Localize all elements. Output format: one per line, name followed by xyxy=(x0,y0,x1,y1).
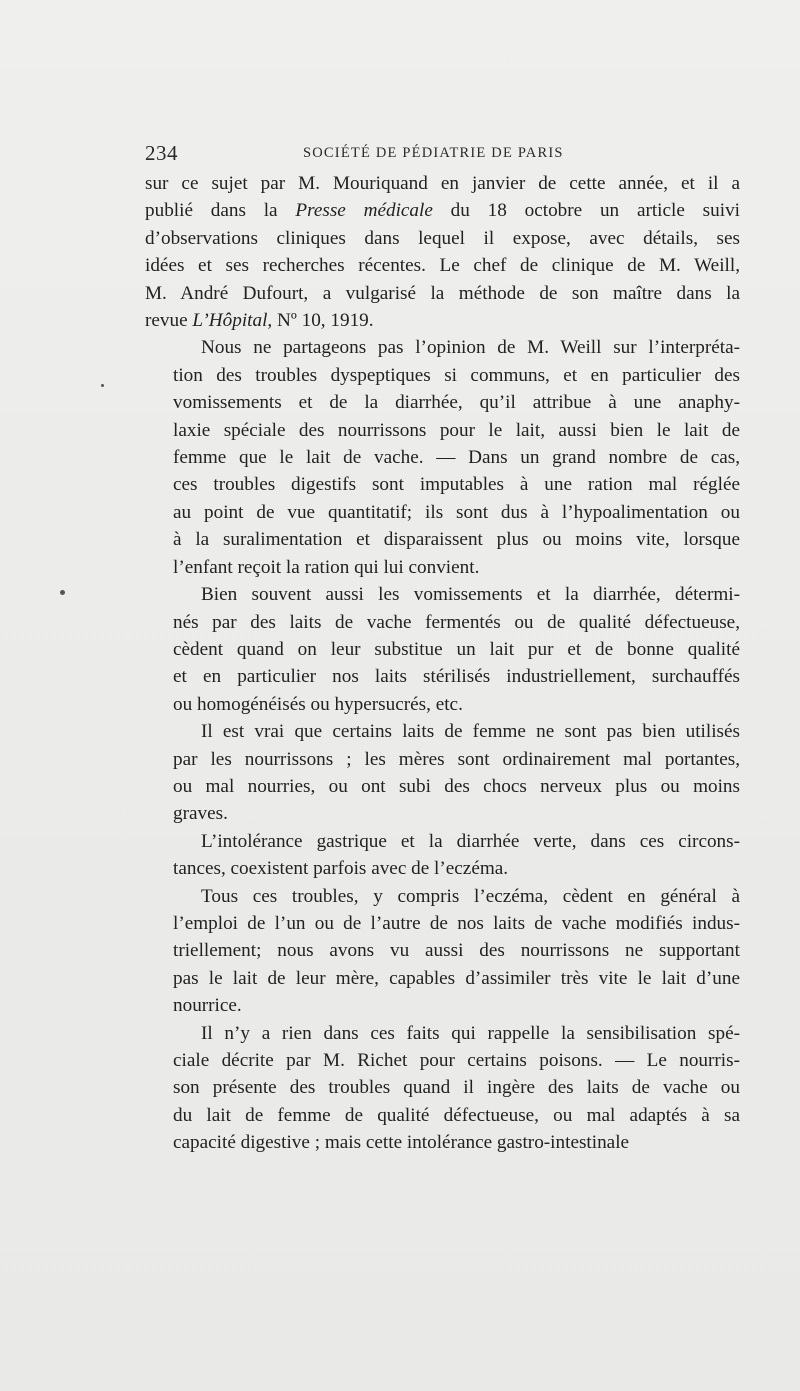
text-line: vomissements et de la diarrhée, qu’il attribue à une anaphy- xyxy=(173,392,740,414)
text-line: ces troubles digestifs sont imputables à une ration mal réglée xyxy=(173,474,740,496)
text-line: capacité digestive ; mais cette intolérance gastro-intestinale xyxy=(173,1132,630,1154)
print-speck xyxy=(101,384,104,387)
text-line: idées et ses recherches récentes. Le chef de clinique de M. Weill, xyxy=(145,255,740,277)
text-line: à la suralimentation et disparaissent plus ou moins vite, lorsque xyxy=(173,529,740,551)
paragraph xyxy=(145,718,740,828)
text-line: revue L’Hôpital, Nº 10, 1919. xyxy=(145,310,374,332)
text-line: Tous ces troubles, y compris l’eczéma, cèdent en général à xyxy=(201,885,740,907)
page-number: 234 xyxy=(145,141,178,165)
text-line: Il n’y a rien dans ces faits qui rappelle la sensibilisation spé- xyxy=(201,1022,740,1044)
text-line: tion des troubles dyspeptiques si communs, et en particulier des xyxy=(173,364,740,386)
text-line: ou homogénéisés ou hypersucrés, etc. xyxy=(173,693,463,715)
running-title: SOCIÉTÉ DE PÉDIATRIE DE PARIS xyxy=(303,145,564,161)
text-line: pas le lait de leur mère, capables d’assimiler très vite le lait d’une xyxy=(173,967,740,989)
text-line: nourrice. xyxy=(173,995,242,1017)
text-line: Bien souvent aussi les vomissements et la diarrhée, détermi- xyxy=(201,584,740,606)
text-line: son présente des troubles quand il ingère des laits de vache ou xyxy=(173,1077,740,1099)
text-line: l’emploi de l’un ou de l’autre de nos laits de vache modifiés indus- xyxy=(173,912,740,934)
text-line: publié dans la Presse médicale du 18 octobre un article suivi xyxy=(145,200,740,222)
text-line: nés par des laits de vache fermentés ou de qualité défectueuse, xyxy=(173,611,740,633)
text-line: graves. xyxy=(173,803,228,825)
paragraph xyxy=(145,334,740,581)
text-line: tances, coexistent parfois avec de l’eczéma. xyxy=(173,858,509,880)
text-line: femme que le lait de vache. — Dans un grand nombre de cas, xyxy=(173,447,740,469)
paragraph xyxy=(145,828,740,883)
text-line: M. André Dufourt, a vulgarisé la méthode de son maître dans la xyxy=(145,282,740,304)
text-line: cèdent quand on leur substitue un lait pur et de bonne qualité xyxy=(173,638,740,660)
paragraph xyxy=(145,581,740,718)
text-line: ou mal nourries, ou ont subi des chocs nerveux plus ou moins xyxy=(173,775,740,797)
text-line: et en particulier nos laits stérilisés industriellement, surchauffés xyxy=(173,666,740,688)
paragraph xyxy=(145,1020,740,1157)
print-speck xyxy=(60,590,65,595)
text-line: d’observations cliniques dans lequel il expose, avec détails, ses xyxy=(145,227,740,249)
page-header xyxy=(145,141,740,167)
text-line: L’intolérance gastrique et la diarrhée verte, dans ces circons- xyxy=(201,830,740,852)
paragraph xyxy=(145,883,740,1020)
text-line: Nous ne partageons pas l’opinion de M. Weill sur l’interpréta- xyxy=(201,337,740,359)
body-text xyxy=(145,170,740,1157)
text-line: Il est vrai que certains laits de femme ne sont pas bien utilisés xyxy=(201,721,740,743)
text-line: par les nourrissons ; les mères sont ordinairement mal portantes, xyxy=(173,748,740,770)
text-line: l’enfant reçoit la ration qui lui convient. xyxy=(173,556,480,578)
paragraph xyxy=(145,170,740,334)
text-line: du lait de femme de qualité défectueuse, ou mal adaptés à sa xyxy=(173,1104,740,1126)
text-line: ciale décrite par M. Richet pour certains poisons. — Le nourris- xyxy=(173,1050,740,1071)
text-line: au point de vue quantitatif; ils sont dus à l’hypoalimentation ou xyxy=(173,501,740,523)
text-line: triellement; nous avons vu aussi des nourrissons ne supportant xyxy=(173,940,740,962)
text-line: sur ce sujet par M. Mouriquand en janvier de cette année, et il a xyxy=(145,173,740,194)
text-line: laxie spéciale des nourrissons pour le lait, aussi bien le lait de xyxy=(173,419,740,441)
